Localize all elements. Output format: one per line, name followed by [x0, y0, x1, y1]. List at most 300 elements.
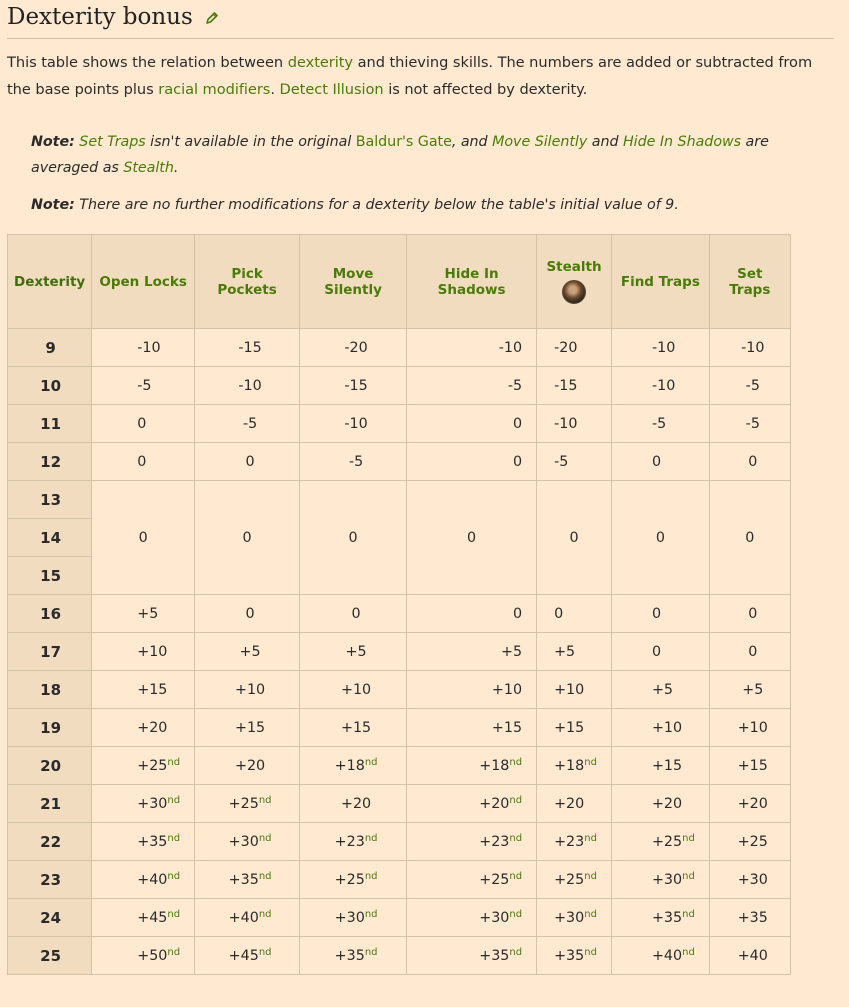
bonus-cell	[195, 899, 300, 937]
bonus-value: +30	[137, 795, 168, 812]
bonus-cell	[195, 937, 300, 975]
bonus-cell	[300, 595, 407, 633]
bonus-cell	[92, 861, 195, 899]
col-header-move-silently[interactable]	[300, 235, 407, 329]
bonus-value: +20	[234, 757, 266, 774]
stealth-header-link[interactable]: Stealth	[546, 259, 602, 275]
dexterity-value: 13	[8, 481, 92, 519]
bonus-value: -10	[137, 339, 161, 356]
bonus-cell	[611, 937, 709, 975]
bonus-cell	[611, 899, 709, 937]
footnote-marker[interactable]: nd	[509, 946, 523, 958]
bonus-value: +20	[137, 719, 168, 736]
bonus-cell	[709, 595, 790, 633]
bonus-cell	[537, 595, 612, 633]
bonus-value: +30	[651, 871, 683, 888]
note-text: , and	[451, 134, 493, 150]
bonus-cell	[92, 899, 195, 937]
dexterity-value: 10	[8, 367, 92, 405]
bonus-value: +23	[554, 833, 585, 850]
bonus-cell	[537, 899, 612, 937]
note-min-dexterity	[31, 192, 836, 218]
bonus-value: +10	[737, 719, 768, 736]
bonus-cell	[407, 785, 537, 823]
bonus-cell	[611, 481, 709, 595]
bonus-value: +18	[334, 757, 365, 774]
bonus-value: 0	[569, 529, 579, 546]
bonus-value: +50	[137, 947, 168, 964]
bonus-value: 0	[245, 605, 255, 622]
footnote-marker[interactable]: nd	[167, 870, 181, 882]
detect-illusion-link[interactable]: Detect Illusion	[279, 81, 384, 98]
footnote-marker[interactable]: nd	[364, 908, 378, 920]
bonus-cell	[611, 595, 709, 633]
col-header-open-locks[interactable]	[92, 235, 195, 329]
table-row	[8, 785, 791, 823]
section-heading	[7, 2, 834, 39]
bonus-value: -15	[344, 377, 368, 394]
bonus-cell	[195, 785, 300, 823]
bonus-value: -10	[238, 377, 262, 394]
table-row	[8, 443, 791, 481]
footnote-marker[interactable]: nd	[364, 756, 378, 768]
table-row	[8, 937, 791, 975]
footnote-marker[interactable]: nd	[167, 832, 181, 844]
bonus-value: +30	[334, 909, 365, 926]
bonus-value: +25	[479, 871, 510, 888]
table-body	[8, 329, 791, 975]
bonus-value: +25	[137, 757, 168, 774]
table-row	[8, 405, 791, 443]
bonus-value: +35	[554, 947, 585, 964]
bonus-cell	[709, 405, 790, 443]
bonus-value: -5	[137, 377, 152, 394]
table-row	[8, 671, 791, 709]
bonus-value: +40	[137, 871, 168, 888]
footnote-marker[interactable]: nd	[682, 870, 695, 882]
bonus-value: +25	[737, 833, 768, 850]
bonus-cell	[300, 481, 407, 595]
bonus-value: -10	[651, 339, 676, 356]
section-title: Dexterity bonus	[7, 4, 193, 30]
footnote-marker[interactable]: nd	[258, 908, 272, 920]
bonus-cell	[195, 823, 300, 861]
bonus-value: +35	[737, 909, 768, 926]
bonus-cell	[537, 747, 612, 785]
bonus-value: +15	[137, 681, 168, 698]
bonus-value: 0	[137, 453, 147, 470]
bonus-value: +15	[651, 757, 683, 774]
bonus-value: +18	[554, 757, 585, 774]
bonus-value: +20	[554, 795, 585, 812]
bonus-cell	[709, 671, 790, 709]
bonus-cell	[195, 481, 300, 595]
note-text: isn't available in the original	[145, 134, 356, 150]
bonus-value: +5	[651, 681, 674, 698]
bonus-cell	[407, 899, 537, 937]
open-locks-link[interactable]: Open Locks	[99, 273, 187, 290]
bonus-cell	[611, 785, 709, 823]
bonus-value: +15	[737, 757, 768, 774]
table-row	[8, 633, 791, 671]
bonus-value: +23	[334, 833, 365, 850]
dexterity-bonus-table	[7, 234, 791, 975]
footnote-marker[interactable]: nd	[682, 946, 695, 958]
table-row	[8, 747, 791, 785]
bonus-value: +10	[137, 643, 168, 660]
bonus-cell	[611, 709, 709, 747]
bonus-value: +15	[234, 719, 266, 736]
footnote-marker[interactable]: nd	[258, 794, 272, 806]
bonus-cell	[709, 747, 790, 785]
bonus-value: -5	[554, 453, 569, 470]
set-traps-link[interactable]: Set Traps	[79, 134, 146, 150]
col-header-stealth[interactable]	[537, 235, 612, 329]
col-header-dexterity: Dexterity	[8, 235, 92, 329]
bonus-cell	[195, 633, 300, 671]
bonus-value: -5	[745, 377, 760, 394]
bonus-cell	[709, 785, 790, 823]
bonus-cell	[709, 937, 790, 975]
bonus-cell	[195, 595, 300, 633]
bonus-cell	[611, 861, 709, 899]
bonus-value: +5	[137, 605, 159, 622]
intro-paragraph	[7, 49, 837, 103]
footnote-marker[interactable]: nd	[167, 946, 181, 958]
footnote-marker[interactable]: nd	[509, 832, 523, 844]
bonus-value: +20	[340, 795, 372, 812]
bonus-value: 0	[651, 605, 662, 622]
footnote-marker[interactable]: nd	[167, 794, 181, 806]
footnote-marker[interactable]: nd	[258, 946, 272, 958]
bonus-value: 0	[467, 529, 477, 546]
bonus-value: +10	[491, 681, 523, 698]
bonus-cell	[537, 329, 612, 367]
bonus-value: 0	[748, 605, 758, 622]
bonus-value: +40	[651, 947, 683, 964]
dexterity-value: 19	[8, 709, 92, 747]
stealth-emblem-icon	[562, 280, 586, 304]
bonus-value: -15	[554, 377, 578, 394]
bonus-value: 0	[655, 529, 665, 546]
bonus-cell	[709, 367, 790, 405]
bonus-value: +10	[340, 681, 372, 698]
bonus-value: -10	[741, 339, 765, 356]
footnote-marker[interactable]: nd	[509, 794, 523, 806]
intro-text: and thieving skills. The numbers are added or subtracted from the base points plus	[7, 54, 813, 98]
bonus-cell	[300, 747, 407, 785]
col-header-hide-in-shadows[interactable]	[407, 235, 537, 329]
bonus-cell	[709, 899, 790, 937]
bonus-cell	[407, 709, 537, 747]
bonus-cell	[92, 709, 195, 747]
bonus-cell	[407, 329, 537, 367]
bonus-value: +35	[228, 871, 259, 888]
footnote-marker[interactable]: nd	[509, 870, 523, 882]
footnote-marker[interactable]: nd	[364, 870, 378, 882]
bonus-value: 0	[351, 605, 361, 622]
footnote-marker[interactable]: nd	[509, 908, 523, 920]
bonus-cell	[195, 709, 300, 747]
move-silently-header-link[interactable]: Move Silently	[324, 265, 382, 298]
note-text: .	[173, 160, 179, 176]
bonus-cell	[300, 785, 407, 823]
footnote-marker[interactable]: nd	[258, 832, 272, 844]
move-silently-link[interactable]: Move Silently	[492, 134, 588, 150]
table-row	[8, 709, 791, 747]
pencil-edit-icon[interactable]	[205, 11, 219, 25]
dexterity-value: 17	[8, 633, 92, 671]
bonus-cell	[709, 481, 790, 595]
find-traps-link[interactable]: Find Traps	[620, 273, 700, 290]
bonus-value: +20	[479, 795, 510, 812]
note-text: are averaged as	[31, 134, 769, 176]
bonus-value: +5	[742, 681, 764, 698]
bonus-cell	[611, 633, 709, 671]
note-label: Note:	[31, 197, 75, 213]
bonus-cell	[195, 861, 300, 899]
dexterity-value: 9	[8, 329, 92, 367]
footnote-marker[interactable]: nd	[584, 756, 597, 768]
note-text: There are no further modifications for a dexterity below the table's initial value of 9.	[74, 197, 679, 213]
bonus-cell	[537, 861, 612, 899]
table-header-row	[8, 235, 791, 329]
bonus-cell	[300, 823, 407, 861]
racial-modifiers-link[interactable]: racial modifiers	[158, 81, 271, 98]
dexterity-value: 25	[8, 937, 92, 975]
bonus-value: 0	[245, 453, 255, 470]
footnote-marker[interactable]: nd	[682, 908, 695, 920]
bonus-cell	[611, 329, 709, 367]
hide-in-shadows-link[interactable]: Hide In Shadows	[622, 134, 742, 150]
note-set-traps	[31, 129, 836, 181]
bonus-cell	[92, 633, 195, 671]
bonus-cell	[709, 329, 790, 367]
bonus-cell	[407, 633, 537, 671]
bonus-cell	[195, 747, 300, 785]
bonus-cell	[407, 443, 537, 481]
dexterity-value: 14	[8, 519, 92, 557]
bonus-cell	[709, 443, 790, 481]
bonus-value: 0	[137, 415, 147, 432]
bonus-cell	[300, 709, 407, 747]
bonus-cell	[611, 747, 709, 785]
bonus-value: 0	[651, 643, 662, 660]
footnote-marker[interactable]: nd	[584, 832, 597, 844]
bonus-value: -5	[348, 453, 364, 470]
bonus-cell	[195, 329, 300, 367]
bonus-cell	[92, 329, 195, 367]
bonus-value: 0	[348, 529, 358, 546]
intro-text: .	[270, 81, 280, 98]
bonus-cell	[709, 633, 790, 671]
bonus-value: +23	[479, 833, 510, 850]
bonus-cell	[407, 861, 537, 899]
bonus-cell	[537, 709, 612, 747]
hide-in-shadows-header-link[interactable]: Hide In Shadows	[437, 265, 506, 298]
bonus-value: +30	[479, 909, 510, 926]
bonus-cell	[300, 405, 407, 443]
bonus-cell	[92, 671, 195, 709]
bonus-value: +18	[479, 757, 510, 774]
bonus-cell	[709, 709, 790, 747]
footnote-marker[interactable]: nd	[167, 756, 181, 768]
dexterity-link[interactable]: dexterity	[287, 54, 354, 71]
bonus-cell	[300, 861, 407, 899]
bonus-value: -5	[745, 415, 760, 432]
bonus-cell	[537, 671, 612, 709]
footnote-marker[interactable]: nd	[584, 946, 597, 958]
bonus-value: +25	[228, 795, 259, 812]
bonus-value: +25	[651, 833, 683, 850]
bonus-cell	[709, 861, 790, 899]
bonus-value: 0	[651, 453, 662, 470]
bonus-value: 0	[748, 643, 758, 660]
bonus-value: 0	[554, 605, 564, 622]
bonus-value: +45	[137, 909, 168, 926]
bonus-cell	[537, 937, 612, 975]
intro-text: is not affected by dexterity.	[383, 81, 588, 98]
dexterity-value: 16	[8, 595, 92, 633]
pick-pockets-link[interactable]: Pick Pockets	[217, 265, 277, 298]
bonus-cell	[300, 937, 407, 975]
dexterity-value: 12	[8, 443, 92, 481]
bonus-cell	[92, 785, 195, 823]
dexterity-value: 24	[8, 899, 92, 937]
bonus-cell	[407, 823, 537, 861]
dexterity-value: 15	[8, 557, 92, 595]
bonus-cell	[92, 443, 195, 481]
footnote-marker[interactable]: nd	[682, 832, 695, 844]
bonus-value: 0	[512, 605, 523, 622]
bonus-cell	[300, 329, 407, 367]
bonus-value: -10	[498, 339, 523, 356]
bonus-value: 0	[512, 415, 523, 432]
bonus-cell	[300, 443, 407, 481]
bonus-cell	[300, 899, 407, 937]
bonus-value: 0	[745, 529, 755, 546]
bonus-value: 0	[512, 453, 523, 470]
bonus-value: +5	[554, 643, 576, 660]
bonus-value: +20	[651, 795, 683, 812]
bonus-value: +40	[737, 947, 768, 964]
bonus-value: -10	[554, 415, 578, 432]
bonus-value: +10	[651, 719, 683, 736]
bonus-value: -5	[507, 377, 523, 394]
bonus-cell	[611, 823, 709, 861]
dexterity-value: 22	[8, 823, 92, 861]
bonus-value: +5	[345, 643, 367, 660]
bonus-value: +25	[554, 871, 585, 888]
bonus-value: 0	[242, 529, 252, 546]
dexterity-value: 18	[8, 671, 92, 709]
dexterity-value: 20	[8, 747, 92, 785]
bonus-cell	[611, 367, 709, 405]
bonus-value: -15	[238, 339, 262, 356]
table-row	[8, 823, 791, 861]
bonus-value: -20	[344, 339, 368, 356]
bonus-cell	[92, 481, 195, 595]
bonus-cell	[300, 671, 407, 709]
bonus-value: +25	[334, 871, 365, 888]
bonus-cell	[300, 633, 407, 671]
bonus-value: +35	[137, 833, 168, 850]
bonus-value: +35	[479, 947, 510, 964]
footnote-marker[interactable]: nd	[167, 908, 181, 920]
bonus-cell	[195, 671, 300, 709]
footnote-marker[interactable]: nd	[364, 946, 378, 958]
table-row	[8, 899, 791, 937]
dexterity-value: 11	[8, 405, 92, 443]
table-row	[8, 595, 791, 633]
bonus-value: +30	[737, 871, 768, 888]
stealth-link[interactable]: Stealth	[123, 160, 174, 176]
bonus-cell	[407, 671, 537, 709]
bonus-cell	[537, 785, 612, 823]
bonus-cell	[537, 823, 612, 861]
bonus-cell	[537, 443, 612, 481]
bonus-cell	[537, 481, 612, 595]
bonus-value: -10	[344, 415, 368, 432]
bonus-cell	[92, 367, 195, 405]
col-header-pick-pockets[interactable]	[195, 235, 300, 329]
table-row	[8, 861, 791, 899]
bonus-cell	[300, 367, 407, 405]
table-row	[8, 481, 791, 519]
bonus-cell	[407, 481, 537, 595]
bonus-value: +5	[501, 643, 523, 660]
note-text: and	[587, 134, 623, 150]
bonus-cell	[407, 595, 537, 633]
bonus-value: +35	[651, 909, 683, 926]
set-traps-header-link[interactable]: Set Traps	[729, 265, 771, 298]
bonus-value: -20	[554, 339, 578, 356]
bonus-value: +45	[228, 947, 259, 964]
bonus-cell	[611, 671, 709, 709]
bonus-value: +15	[340, 719, 372, 736]
bonus-value: 0	[138, 529, 148, 546]
footnote-marker[interactable]: nd	[584, 908, 597, 920]
bonus-cell	[92, 405, 195, 443]
footnote-marker[interactable]: nd	[364, 832, 378, 844]
bonus-cell	[195, 367, 300, 405]
bonus-cell	[195, 443, 300, 481]
footnote-marker[interactable]: nd	[509, 756, 523, 768]
bonus-cell	[92, 937, 195, 975]
bonus-cell	[611, 405, 709, 443]
bonus-value: +40	[228, 909, 259, 926]
col-header-find-traps[interactable]	[611, 235, 709, 329]
bonus-value: +30	[228, 833, 259, 850]
note-label: Note:	[31, 134, 75, 150]
bonus-cell	[537, 633, 612, 671]
intro-text: This table shows the relation between	[7, 54, 288, 71]
col-header-set-traps[interactable]	[709, 235, 790, 329]
bonus-cell	[407, 405, 537, 443]
bonus-value: -5	[651, 415, 667, 432]
bonus-value: 0	[748, 453, 758, 470]
bonus-value: +15	[554, 719, 585, 736]
dexterity-value: 23	[8, 861, 92, 899]
bonus-cell	[92, 595, 195, 633]
bonus-value: -10	[651, 377, 676, 394]
baldurs-gate-link[interactable]: Baldur's Gate	[355, 134, 452, 150]
footnote-marker[interactable]: nd	[584, 870, 597, 882]
bonus-value: +10	[234, 681, 266, 698]
bonus-cell	[537, 405, 612, 443]
footnote-marker[interactable]: nd	[258, 870, 272, 882]
bonus-value: +35	[334, 947, 365, 964]
